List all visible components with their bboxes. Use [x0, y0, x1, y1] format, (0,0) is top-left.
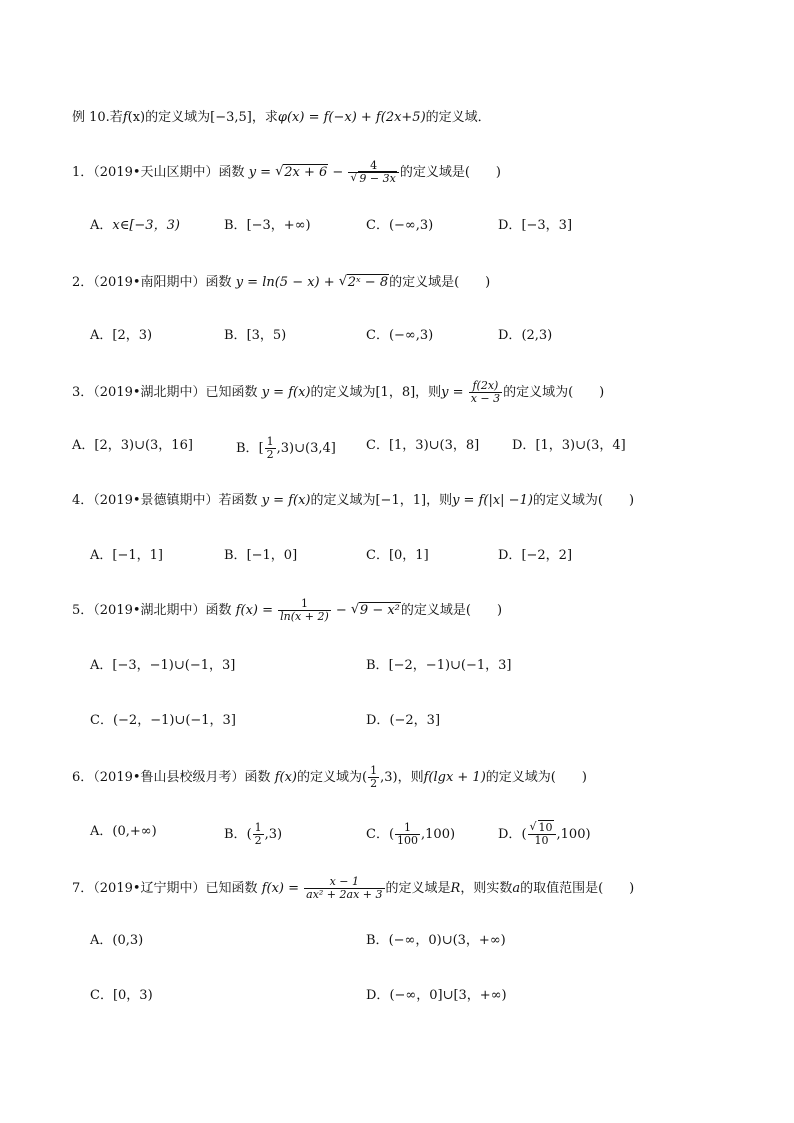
q7-frac-num: x − 1 — [304, 876, 384, 889]
q5-minus: − — [331, 603, 351, 618]
q1-expr-pre: y = — [248, 165, 276, 180]
example-mid2: ，求 — [251, 110, 278, 125]
q4-option-d[interactable]: D．[−2，2] — [498, 548, 573, 563]
q3-option-c[interactable]: C．[1，3)∪(3，8] — [366, 438, 480, 453]
q5-radical — [351, 601, 401, 621]
q3-stem-tail: 的定义域为( ) — [503, 385, 605, 400]
q1-num: 1． — [72, 165, 94, 180]
q7-stem-tail: 的取值范围是( ) — [520, 881, 635, 896]
question-7 — [72, 876, 734, 901]
q1-frac-den: 9 − 3x — [359, 172, 396, 185]
q7-R: R — [450, 881, 461, 896]
q6-int-post: ,3) — [380, 770, 398, 785]
q2-option-b[interactable]: B．[3，5) — [224, 328, 287, 343]
question-1 — [72, 160, 734, 185]
question-5 — [72, 598, 734, 623]
q2-radicand: 2ˣ − 8 — [347, 275, 389, 290]
q7-option-a[interactable]: A．(0,3) — [90, 933, 144, 948]
q4-num: 4． — [72, 493, 94, 508]
q7-source: （2019•辽宁期中）已知函数 — [93, 881, 258, 896]
q6-option-c[interactable]: C．( $\frac{1}{100}$ ,100) — [366, 821, 456, 847]
q3-num: 3． — [72, 385, 94, 400]
q6-mid2: ，则 — [397, 770, 424, 785]
q6-stem-tail: 的定义域为( ) — [485, 770, 587, 785]
example-tail: 的定义域． — [425, 110, 491, 125]
q3b-fraction: $\frac{1}{2}$ — [266, 435, 274, 461]
q3-frac-num: f(2x) — [469, 380, 502, 393]
q2-expr: y = ln(5 − x) + — [235, 275, 339, 290]
q7-frac-den: ax² + 2ax + 3 — [306, 888, 383, 901]
q6-expr: f(x) — [274, 770, 297, 785]
question-3 — [72, 380, 734, 405]
q4-mid: 的定义域为[−1，1]，则 — [310, 493, 453, 508]
example-f: f — [122, 110, 128, 125]
q6-int-pre: ( — [362, 770, 368, 785]
q5-option-d[interactable]: D．(−2，3] — [366, 713, 441, 728]
q1-stem-tail: 的定义域是( ) — [399, 165, 501, 180]
q2-num: 2． — [72, 275, 94, 290]
q3-option-a[interactable]: A．[2，3)∪(3，16] — [72, 438, 193, 453]
q5-radicand: 9 − x² — [359, 603, 400, 618]
q2-option-c[interactable]: C．(−∞,3) — [366, 328, 434, 343]
q1-frac-num: 4 — [348, 160, 398, 173]
example-lead: 例 10.若 — [72, 110, 123, 125]
q1-frac-den-radical — [350, 173, 396, 185]
question-4 — [72, 491, 734, 511]
q3-fraction — [469, 380, 502, 405]
q4-source: （2019•景德镇期中）若函数 — [93, 493, 258, 508]
q6-source: （2019•鲁山县校级月考）函数 — [93, 770, 271, 785]
example-phi: φ(x) = f(−x) + f(2x+5) — [277, 110, 426, 125]
q6-mid: 的定义域为 — [296, 770, 362, 785]
q7-a: a — [512, 881, 521, 896]
q6-option-a[interactable]: A．(0,+∞) — [90, 824, 157, 839]
q5-frac-den: ln(x + 2) — [280, 610, 329, 623]
q5-option-b[interactable]: B．[−2，−1)∪(−1，3] — [366, 658, 512, 673]
q5-num: 5． — [72, 603, 94, 618]
q6-expr2: f(lgx + 1) — [423, 770, 486, 785]
q5-option-a[interactable]: A．[−3，−1)∪(−1，3] — [90, 658, 236, 673]
q6-option-d[interactable]: D．( √ $\frac{10}{10}$ ,100) — [498, 822, 591, 847]
q7-option-c[interactable]: C．[0，3) — [90, 988, 153, 1003]
q7-num: 7． — [72, 881, 94, 896]
example-fx: (x) — [127, 110, 146, 125]
q6-num: 6． — [72, 770, 94, 785]
q1-option-a[interactable]: A．x∈[−3，3) — [90, 218, 180, 233]
example-interval: [−3,5] — [210, 110, 252, 125]
q7-expr-pre: f(x) = — [261, 881, 304, 896]
q1-radicand: 2x + 6 — [284, 165, 328, 180]
q7-mid2: ，则实数 — [460, 881, 513, 896]
question-2 — [72, 273, 734, 293]
q4-expr: y = f(x) — [261, 493, 311, 508]
q2-option-a[interactable]: A．[2，3) — [90, 328, 153, 343]
q5-frac-num: 1 — [278, 598, 331, 611]
q4-expr2: y = f(|x| −1) — [452, 493, 533, 508]
q3-option-b[interactable]: B．[ $\frac{1}{2}$ ,3)∪(3,4] — [236, 435, 336, 461]
q5-stem-tail: 的定义域是( ) — [400, 603, 503, 618]
q1-source: （2019•天山区期中）函数 — [93, 165, 245, 180]
example-10 — [72, 108, 734, 128]
example-mid1: 的定义域为 — [145, 110, 211, 125]
q1-option-b[interactable]: B．[−3，+∞) — [224, 218, 311, 233]
q5-fraction — [278, 598, 331, 623]
q7-mid: 的定义域是 — [385, 881, 451, 896]
q5-expr-pre: f(x) = — [235, 603, 278, 618]
q1-minus: − — [328, 165, 348, 180]
q3-expr: y = f(x) — [261, 385, 311, 400]
q2-radical — [339, 273, 389, 293]
q7-option-d[interactable]: D．(−∞，0]∪[3，+∞) — [366, 988, 507, 1003]
q2-source: （2019•南阳期中）函数 — [93, 275, 232, 290]
q2-option-d[interactable]: D．(2,3) — [498, 328, 553, 343]
q2-stem-tail: 的定义域是( ) — [389, 275, 491, 290]
question-6 — [72, 765, 734, 790]
q3-option-d[interactable]: D．[1，3)∪(3，4] — [512, 438, 626, 453]
q4-option-a[interactable]: A．[−1，1] — [90, 548, 163, 563]
q4-option-c[interactable]: C．[0，1] — [366, 548, 429, 563]
q7-option-b[interactable]: B．(−∞，0)∪(3，+∞) — [366, 933, 506, 948]
q5-source: （2019•湖北期中）函数 — [93, 603, 232, 618]
q1-fraction — [348, 160, 398, 185]
q3-expr2-pre: y = — [441, 385, 468, 400]
q7-fraction — [304, 876, 384, 901]
q4-option-b[interactable]: B．[−1，0] — [224, 548, 298, 563]
q1-option-c[interactable]: C．(−∞,3) — [366, 218, 434, 233]
q3-frac-den: x − 3 — [470, 392, 501, 405]
q3-mid: 的定义域为[1，8]，则 — [310, 385, 442, 400]
q6-option-b[interactable]: B．( $\frac{1}{2}$ ,3) — [224, 821, 283, 847]
q6-fraction: $\frac{1}{2}$ — [370, 764, 378, 790]
q3-source: （2019•湖北期中）已知函数 — [93, 385, 258, 400]
q4-stem-tail: 的定义域为( ) — [532, 493, 635, 508]
q5-option-c[interactable]: C．(−2，−1)∪(−1，3] — [90, 713, 236, 728]
q1-radical — [275, 163, 328, 183]
q1-option-d[interactable]: D．[−3，3] — [498, 218, 573, 233]
